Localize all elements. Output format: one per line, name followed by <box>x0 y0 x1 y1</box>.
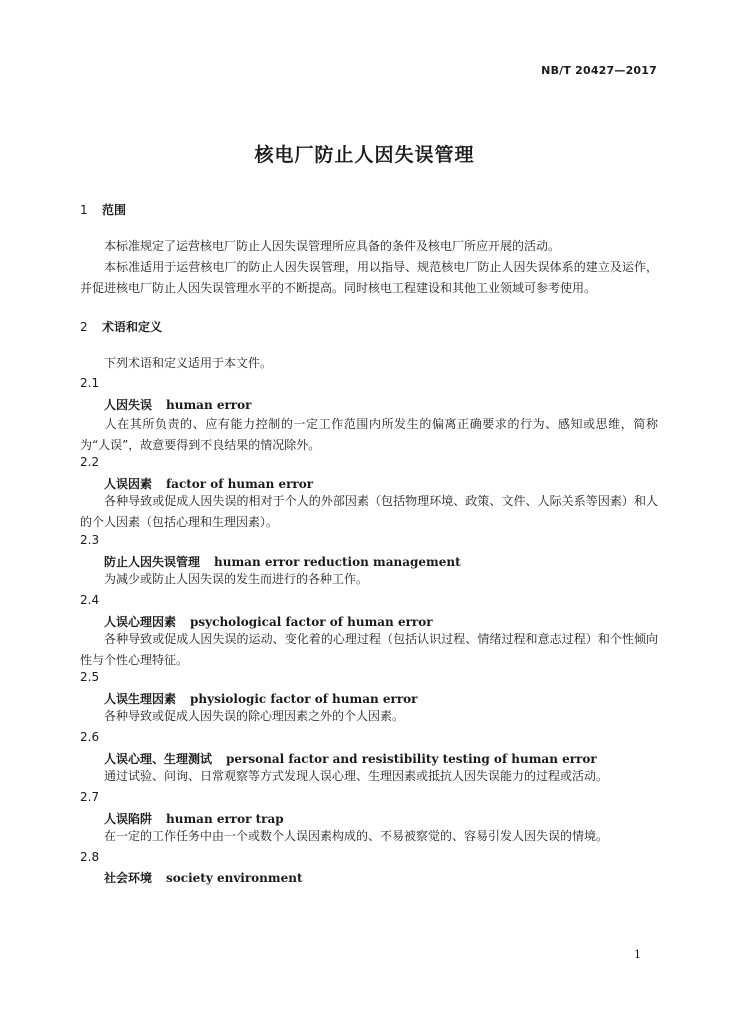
term-heading: 人误生理因素 physiologic factor of human error <box>104 692 418 706</box>
term-heading: 社会环境 society environment <box>104 871 303 885</box>
term-definition: 各种导致或促成人因失误的运动、变化着的心理过程（包括认识过程、情绪过程和意志过程）和个性倾向性与个性心理特征。 <box>80 632 658 667</box>
term-heading: 人误因素 factor of human error <box>104 477 314 491</box>
term-heading: 防止人因失误管理 human error reduction management <box>104 555 461 569</box>
scope-paragraph-1: 本标准规定了运营核电厂防止人因失误管理所应具备的条件及核电厂所应开展的活动。 <box>104 239 561 253</box>
term-definition: 在一定的工作任务中由一个或数个人误因素构成的、不易被察觉的、容易引发人因失误的情境。 <box>104 829 609 843</box>
term-number: 2.8 <box>80 850 100 864</box>
term-definition: 各种导致或促成人因失误的除心理因素之外的个人因素。 <box>104 709 405 723</box>
section-title: 术语和定义 <box>102 320 163 334</box>
term-definition: 为减少或防止人因失误的发生而进行的各种工作。 <box>104 572 369 586</box>
terms-intro: 下列术语和定义适用于本文件。 <box>104 356 273 370</box>
term-definition: 人在其所负责的、应有能力控制的一定工作范围内所发生的偏离正确要求的行为、感知或思维，简称为“人误”，故意要得到不良结果的情况除外。 <box>80 417 658 452</box>
section-title: 范围 <box>102 203 127 217</box>
term-number: 2.5 <box>80 670 100 684</box>
scope-paragraph-2: 本标准适用于运营核电厂的防止人因失误管理，用以指导、规范核电厂防止人因失误体系的建立及运作，并促进核电厂防止人因失误管理水平的不断提高。同时核电工程建设和其他工业领域可参考使用。 <box>80 260 658 295</box>
document-title: 核电厂防止人因失误管理 <box>254 144 475 166</box>
term-number: 2.1 <box>80 376 100 390</box>
section-1-heading <box>80 201 126 218</box>
term-number: 2.6 <box>80 730 100 744</box>
term-heading: 人误陷阱 human error trap <box>104 812 284 826</box>
term-number: 2.7 <box>80 790 100 804</box>
term-number: 2.3 <box>80 533 100 547</box>
term-heading: 人误心理、生理测试 personal factor and resistibility testing of human error <box>104 752 597 766</box>
section-number: 2 <box>80 320 88 334</box>
page-number: 1 <box>634 948 641 961</box>
term-heading: 人因失误 human error <box>104 398 252 412</box>
term-definition: 通过试验、问询、日常观察等方式发现人误心理、生理因素或抵抗人因失误能力的过程或活动。 <box>104 769 609 783</box>
section-2-heading <box>80 318 162 335</box>
standard-number: NB/T 20427—2017 <box>541 64 657 77</box>
section-number: 1 <box>80 203 88 217</box>
term-number: 2.2 <box>80 455 100 469</box>
term-number: 2.4 <box>80 593 100 607</box>
term-heading: 人误心理因素 psychological factor of human error <box>104 615 433 629</box>
term-definition: 各种导致或促成人因失误的相对于个人的外部因素（包括物理环境、政策、文件、人际关系等因素）和人的个人因素（包括心理和生理因素）。 <box>80 494 658 529</box>
